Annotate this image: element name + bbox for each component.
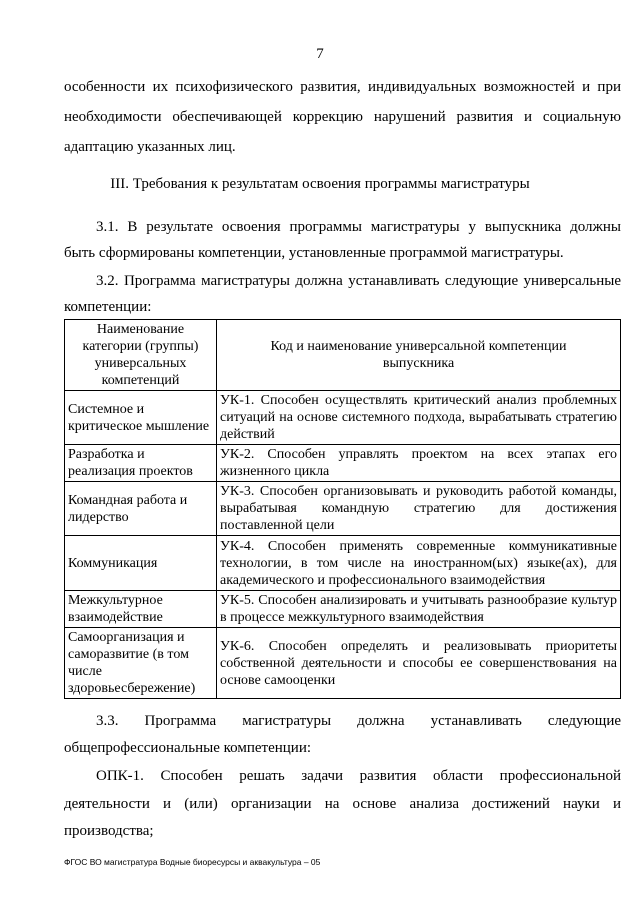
opk-1-line-3: производства; xyxy=(64,823,154,839)
row-competence: УК-2. Способен управлять проектом на всех этапах его жизненного цикла xyxy=(217,445,621,482)
row-category: Командная работа и лидерство xyxy=(65,482,217,536)
row-competence: УК-5. Способен анализировать и учитывать разнообразие культур в процессе межкультурного взаимодействия xyxy=(217,591,621,628)
page-number: 7 xyxy=(316,46,324,62)
row-category: Коммуникация xyxy=(65,536,217,591)
paragraph-3-1-line-1: 3.1. В результате освоения программы магистратуры у выпускника должны xyxy=(96,219,621,235)
header-competence: Код и наименование универсальной компетенции выпускника xyxy=(217,320,621,391)
table-row xyxy=(65,391,621,445)
table-row xyxy=(65,445,621,482)
opk-1-line-1: ОПК-1. Способен решать задачи развития области профессиональной xyxy=(96,768,621,784)
paragraph-3-1-line-2: быть сформированы компетенции, установленные программой магистратуры. xyxy=(64,245,564,261)
table-header-row xyxy=(65,320,621,391)
header-category: Наименование категории (группы) универсальных компетенций xyxy=(65,320,217,391)
row-category: Самоорганизация и саморазвитие (в том числе здоровьесбережение) xyxy=(65,628,217,699)
table-row xyxy=(65,628,621,699)
section-heading: III. Требования к результатам освоения программы магистратуры xyxy=(110,176,530,192)
row-category: Системное и критическое мышление xyxy=(65,391,217,445)
intro-line-3: адаптацию указанных лиц. xyxy=(64,139,236,155)
paragraph-3-2-line-2: компетенции: xyxy=(64,299,152,315)
row-competence: УК-3. Способен организовывать и руководить работой команды, вырабатывая командную стратегию для достижения поставленной цели xyxy=(217,482,621,536)
table-row xyxy=(65,591,621,628)
intro-line-1: особенности их психофизического развития, индивидуальных возможностей и при xyxy=(64,79,621,95)
paragraph-3-3-line-1: 3.3. Программа магистратуры должна устанавливать следующие xyxy=(96,713,621,729)
paragraph-3-3-line-2: общепрофессиональные компетенции: xyxy=(64,740,312,756)
row-competence: УК-4. Способен применять современные коммуникативные технологии, в том числе на иностранном(ых) языке(ах), для академического и профессионального взаимодействия xyxy=(217,536,621,591)
row-competence: УК-1. Способен осуществлять критический анализ проблемных ситуаций на основе системного подхода, вырабатывать стратегию действий xyxy=(217,391,621,445)
table-row xyxy=(65,536,621,591)
footer-text: ФГОС ВО магистратура Водные биоресурсы и аквакультура – 05 xyxy=(64,857,321,867)
table-row xyxy=(65,482,621,536)
row-category: Межкультурное взаимодействие xyxy=(65,591,217,628)
paragraph-3-2-line-1: 3.2. Программа магистратуры должна устанавливать следующие универсальные xyxy=(96,273,621,289)
opk-1-line-2: деятельности и (или) организации на основе анализа достижений науки и xyxy=(64,796,621,812)
intro-line-2: необходимости обеспечивающей коррекцию нарушений развития и социальную xyxy=(64,109,621,125)
row-competence: УК-6. Способен определять и реализовывать приоритеты собственной деятельности и способы ее совершенствования на основе самооценки xyxy=(217,628,621,699)
universal-competences-table xyxy=(64,319,621,699)
row-category: Разработка и реализация проектов xyxy=(65,445,217,482)
